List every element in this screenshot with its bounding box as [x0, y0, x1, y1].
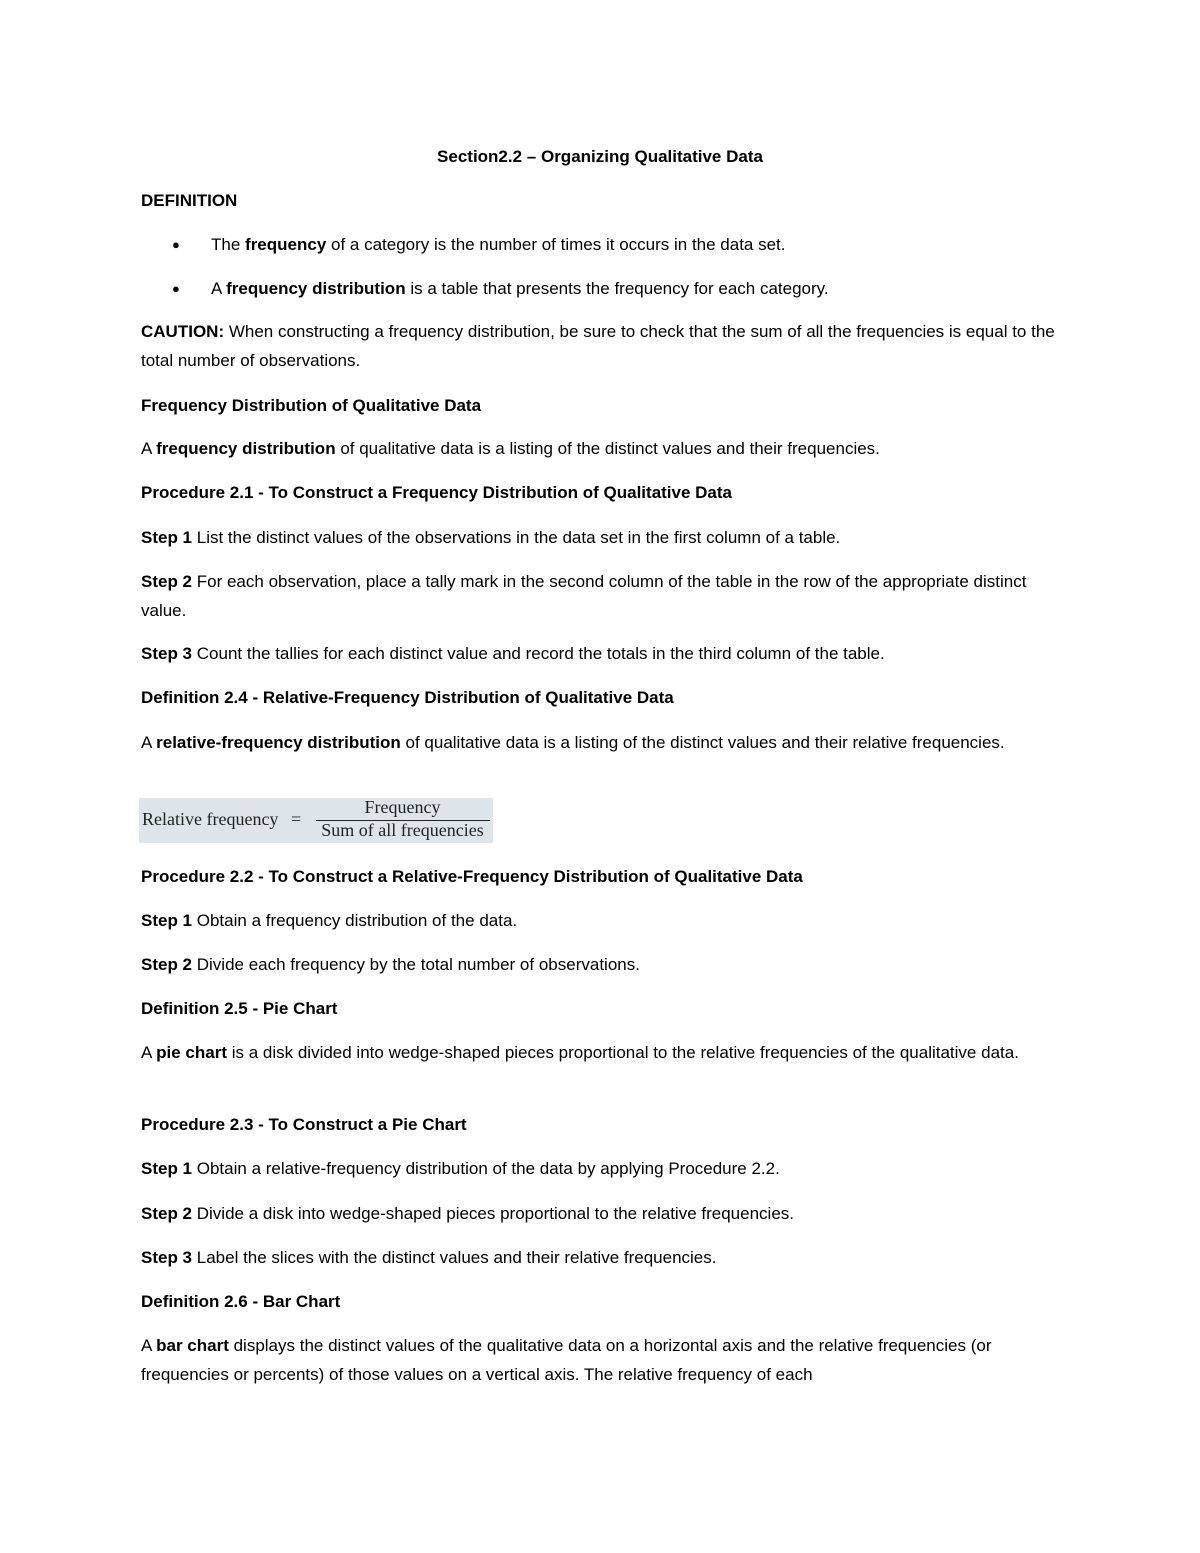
page-title: Section2.2 – Organizing Qualitative Data — [437, 147, 763, 166]
procedure-2-3-step-1: Step 1 Obtain a relative-frequency distribution of the data by applying Procedure 2.2. — [141, 1159, 780, 1178]
definition-2-6-paragraph: A bar chart displays the distinct values of the qualitative data on a horizontal axis and the relative frequencies (or frequencies or percents) of those values on a vertical axis. The relative frequency of each — [141, 1336, 992, 1384]
procedure-2-1-step-2: Step 2 For each observation, place a tally mark in the second column of the table in the row of the appropriate distinct value. — [141, 572, 1027, 620]
procedure-2-1-step-3: Step 3 Count the tallies for each distinct value and record the totals in the third column of the table. — [141, 644, 885, 663]
bullet-icon: ● — [172, 237, 180, 252]
procedure-2-3-step-2: Step 2 Divide a disk into wedge-shaped pieces proportional to the relative frequencies. — [141, 1204, 794, 1223]
bullet-frequency: The frequency of a category is the number of times it occurs in the data set. — [211, 235, 786, 254]
procedure-2-2-step-2: Step 2 Divide each frequency by the total number of observations. — [141, 955, 640, 974]
formula-numerator: Frequency — [364, 797, 441, 817]
procedure-2-1-heading: Procedure 2.1 - To Construct a Frequency Distribution of Qualitative Data — [141, 483, 733, 502]
definition-2-6-heading: Definition 2.6 - Bar Chart — [141, 1292, 341, 1311]
procedure-2-3-step-3: Step 3 Label the slices with the distinct values and their relative frequencies. — [141, 1248, 717, 1267]
definition-2-5-heading: Definition 2.5 - Pie Chart — [141, 999, 338, 1018]
definition-heading: DEFINITION — [141, 191, 238, 210]
bullet-frequency-distribution: A frequency distribution is a table that presents the frequency for each category. — [211, 279, 829, 298]
caution-paragraph: CAUTION: When constructing a frequency distribution, be sure to check that the sum of all the frequencies is equal to the total number of observations. — [141, 322, 1055, 370]
definition-2-5-paragraph: A pie chart is a disk divided into wedge-shaped pieces proportional to the relative frequencies of the qualitative data. — [141, 1043, 1019, 1062]
formula-lhs: Relative frequency — [142, 809, 279, 829]
formula-equals: = — [291, 809, 302, 829]
bullet-icon: ● — [172, 281, 180, 296]
definition-2-4-paragraph: A relative-frequency distribution of qualitative data is a listing of the distinct values and their relative frequencies. — [141, 733, 1005, 752]
procedure-2-3-heading: Procedure 2.3 - To Construct a Pie Chart — [141, 1115, 467, 1134]
freq-dist-heading: Frequency Distribution of Qualitative Data — [141, 396, 482, 415]
procedure-2-1-step-1: Step 1 List the distinct values of the observations in the data set in the first column of a table. — [141, 528, 841, 547]
procedure-2-2-step-1: Step 1 Obtain a frequency distribution of the data. — [141, 911, 518, 930]
definition-2-4-heading: Definition 2.4 - Relative-Frequency Distribution of Qualitative Data — [141, 688, 674, 707]
relative-frequency-formula — [139, 798, 493, 843]
freq-dist-paragraph: A frequency distribution of qualitative data is a listing of the distinct values and their frequencies. — [141, 439, 880, 458]
procedure-2-2-heading: Procedure 2.2 - To Construct a Relative-Frequency Distribution of Qualitative Data — [141, 867, 803, 886]
formula-denominator: Sum of all frequencies — [321, 820, 484, 840]
